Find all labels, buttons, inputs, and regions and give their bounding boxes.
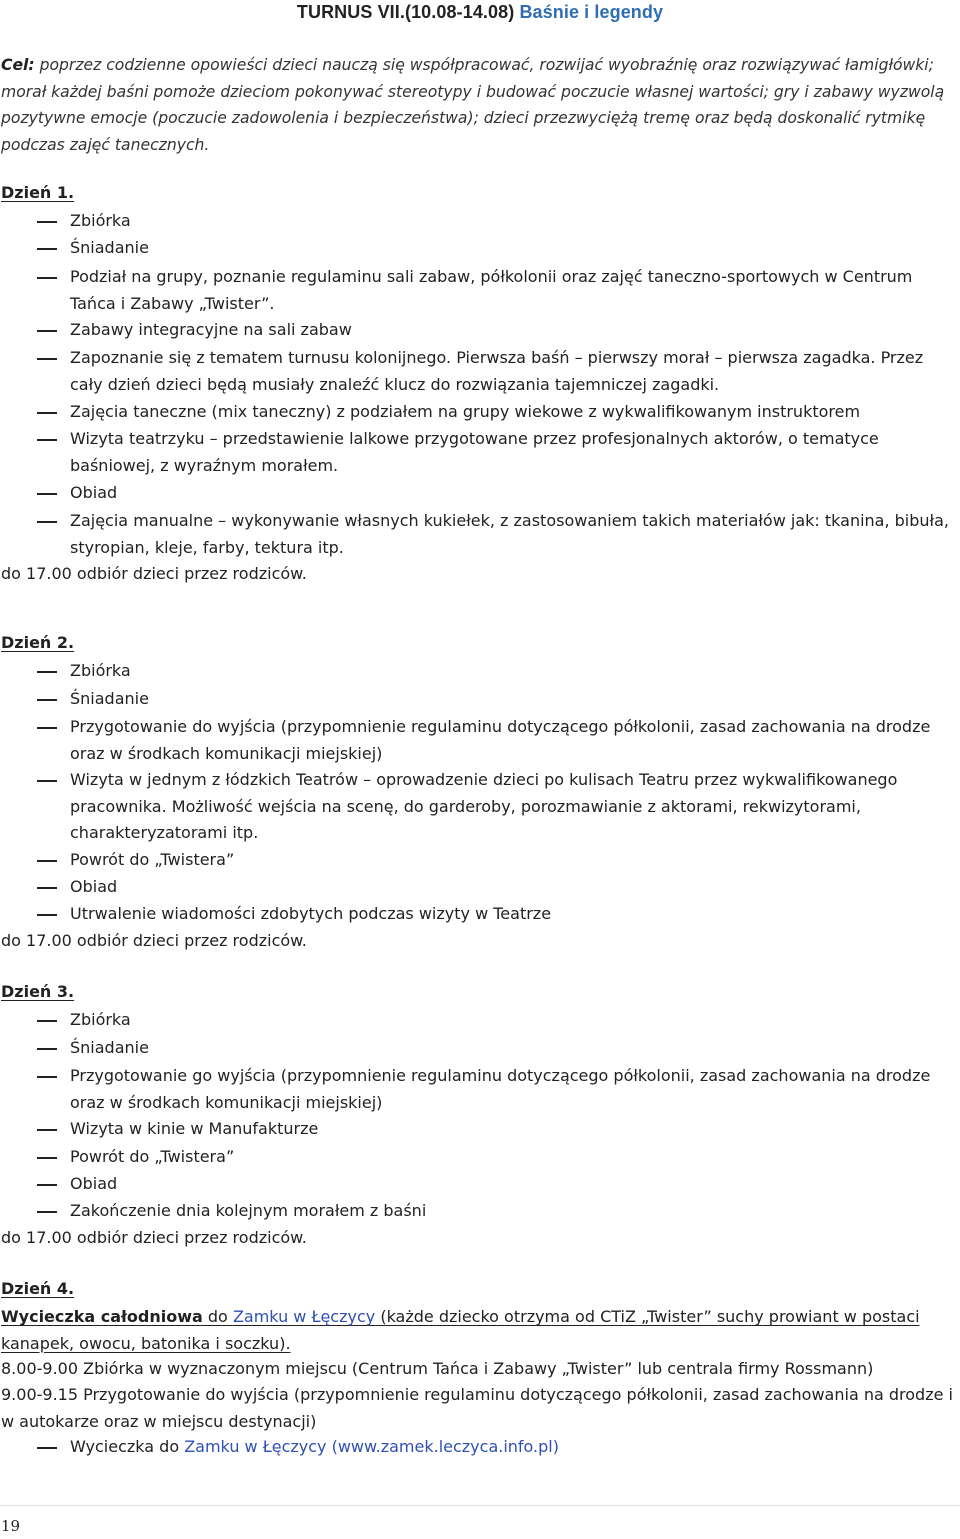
trip-title: Wycieczka całodniowa: [1, 1307, 203, 1326]
day-2-heading: Dzień 2.: [1, 633, 75, 652]
title-theme: Baśnie i legendy: [519, 2, 664, 22]
dash-bullet: [37, 493, 57, 495]
castle-website-link[interactable]: (www.zamek.leczyca.info.pl): [326, 1437, 559, 1456]
dash-bullet: [37, 221, 57, 223]
document-page: TURNUS VII.(10.08-14.08) Baśnie i legendy Cel: poprzez codzienne opowieści dzieci nauczą się współpracować, rozwijać wyobraźnię oraz rozwiązywać łamigłówki; morał każdej baśni pomoże dzieciom pokonywać stereotypy i budować poczucie własnej wartości; gry i zabawy wyzwolą pozytywne emocje (poczucie zadowolenia i bezpieczeństwa); dzieci przezwyciężą tremę oraz będą doskonalić rytmikę podczas zajęć tanecznych. Dzień 1. Zbiórka Śniadanie Podział na grupy, poznanie regulaminu sali zabaw, półkolonii oraz zajęć taneczno-sportowych w Centrum Tańca i Zabawy „Twister”. Zabawy integracyjne na sali zabaw Zapoznanie się z tematem turnusu kolonijnego. Pierwsza baśń – pierwszy morał – pierwsza zagadka. Przez cały dzień dzieci będą musiały znaleźć klucz do rozwiązania tajemniczej zagadki. Zajęcia taneczne (mix taneczny) z podziałem na grupy wiekowe z wykwalifikowanym instruktorem Wizyta teatrzyku – przedstawienie lalkowe przygotowane przez profesjonalnych aktorów, o tematyce baśniowej, z wyraźnym morałem. Obiad Zajęcia manualne – wykonywanie własnych kukiełek, z zastosowaniem takich materiałów jak: tkanina, bibuła, styropian, kleje, farby, tektura itp. do 17.00 odbiór dzieci przez rodziców. Dzień 2. Zbiórka Śniadanie Przygotowanie do wyjścia (przypomnienie regulaminu dotyczącego półkolonii, zasad zachowania na drodze oraz w środkach komunikacji miejskiej) Wizyta w jednym z łódzkich Teatrów – oprowadzenie dzieci po kulisach Teatru przez wykwalifikowanego pracownika. Możliwość wejścia na scenę, do garderoby, porozmawianie z aktorami, rekwizytorami, charakteryzatorami itp. Powrót do „Twistera” Obiad Utrwalenie wiadomości zdobytych podczas wizyty w Teatrze do 17.00 odbiór dzieci przez rodziców. Dzień 3. Zbiórka Śniadanie Przygotowanie go wyjścia (przypomnienie regulaminu dotyczącego półkolonii, zasad zachowania na drodze oraz w środkach komunikacji miejskiej) Wizyta w kinie w Manufakturze Powrót do „Twistera” Obiad Zakończenie dnia kolejnym morałem z baśni do 17.00 odbiór dzieci przez rodziców. Dzień 4. Wycieczka całodniowa do Zamku w Łęczycy (każde dziecko otrzyma od CTiZ „Twister” suchy prowiant w postaci kanapek, owocu, batonika i soczku). 8.00-9.00 Zbiórka w wyznaczonym miejscu (Centrum Tańca i Zabawy „Twister” lub centrala firmy Rossmann) 9.00-9.15 Przygotowanie do wyjścia (przypomnienie regulaminu dotyczącego półkolonii, zasad zachowania na drodze i w autokarze oraz w miejscu destynacji) Wycieczka do Zamku w Łęczycy (www.zamek.leczyca.info.pl) 19: [0, 0, 960, 1539]
dash-bullet: [37, 727, 57, 729]
trip-description: Wycieczka całodniowa do Zamku w Łęczycy (każde dziecko otrzyma od CTiZ „Twister” suchy prowiant w postaci kanapek, owocu, batonika i soczku).: [1, 1307, 920, 1353]
dash-bullet: [37, 358, 57, 360]
dash-bullet: [37, 1129, 57, 1131]
page-number: 19: [1, 1517, 21, 1535]
goal-label: Cel:: [1, 56, 35, 74]
dash-bullet: [37, 887, 57, 889]
footer-divider: [0, 1505, 960, 1506]
dash-bullet: [37, 412, 57, 414]
schedule-line: 9.00-9.15 Przygotowanie do wyjścia (przypomnienie regulaminu dotyczącego półkolonii, zasad zachowania na drodze i w autokarze oraz w miejscu destynacji): [1, 1385, 953, 1431]
castle-link[interactable]: Zamku w Łęczycy: [184, 1437, 327, 1456]
dash-bullet: [37, 1157, 57, 1159]
dash-bullet: [37, 699, 57, 701]
day-2-closing: do 17.00 odbiór dzieci przez rodziców.: [1, 931, 307, 950]
dash-bullet: [37, 1076, 57, 1078]
dash-bullet: [37, 1211, 57, 1213]
castle-link[interactable]: Zamku w Łęczycy: [232, 1307, 376, 1326]
dash-bullet: [37, 439, 57, 441]
day-1-heading: Dzień 1.: [1, 183, 75, 202]
day-4-heading: Dzień 4.: [1, 1279, 75, 1298]
page-title: [0, 2, 960, 23]
dash-bullet: [37, 330, 57, 332]
dash-bullet: [37, 671, 57, 673]
dash-bullet: [37, 1184, 57, 1186]
goal-paragraph: [1, 52, 957, 158]
dash-bullet: [37, 521, 57, 523]
day-1-closing: do 17.00 odbiór dzieci przez rodziców.: [1, 564, 307, 583]
title-turnus: TURNUS VII.(10.08-14.08): [296, 2, 520, 22]
dash-bullet: [37, 248, 57, 250]
dash-bullet: [37, 1048, 57, 1050]
dash-bullet: [37, 277, 57, 279]
day-3-closing: do 17.00 odbiór dzieci przez rodziców.: [1, 1228, 307, 1247]
goal-text: poprzez codzienne opowieści dzieci nauczą się współpracować, rozwijać wyobraźnię oraz rozwiązywać łamigłówki; morał każdej baśni pomoże dzieciom pokonywać stereotypy i budować poczucie własnej wartości; gry i zabawy wyzwolą pozytywne emocje (poczucie zadowolenia i bezpieczeństwa); dzieci przezwyciężą tremę oraz będą doskonalić rytmikę podczas zajęć tanecznych.: [1, 56, 945, 154]
dash-bullet: [37, 1020, 57, 1022]
dash-bullet: [37, 780, 57, 782]
day-3-heading: Dzień 3.: [1, 982, 75, 1001]
dash-bullet: [37, 1447, 57, 1449]
dash-bullet: [37, 860, 57, 862]
schedule-line: 8.00-9.00 Zbiórka w wyznaczonym miejscu (Centrum Tańca i Zabawy „Twister” lub centrala firmy Rossmann): [1, 1359, 874, 1378]
trip-paragraph: [1, 1304, 956, 1357]
dash-bullet: [37, 914, 57, 916]
